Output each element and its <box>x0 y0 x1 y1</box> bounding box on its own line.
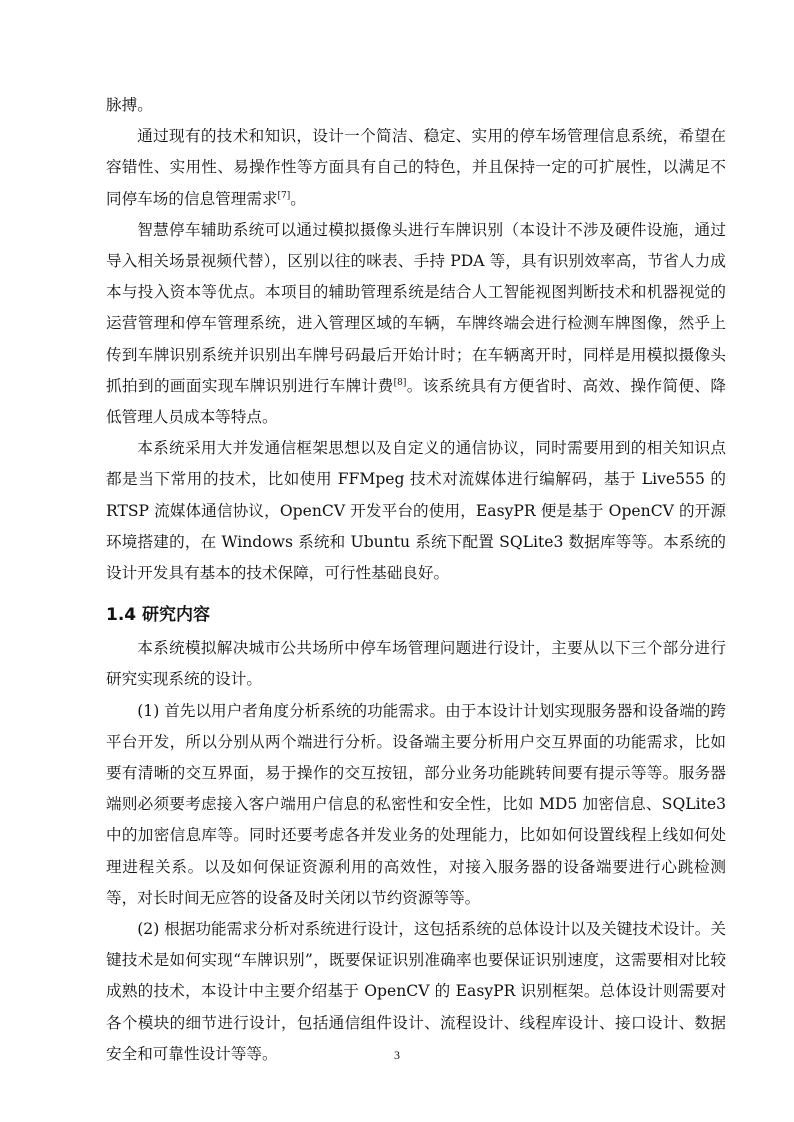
paragraph-text: 本系统模拟解决城市公共场所中停车场管理问题进行设计，主要从以下三个部分进行研究实现系统的设计。 <box>106 639 726 689</box>
paragraph-text: 通过现有的技术和知识，设计一个简洁、稳定、实用的停车场管理信息系统，希望在容错性、实用性、易操作性等方面具有自己的特色，并且保持一定的可扩展性，以满足不同停车场的信息管理需求 <box>106 127 726 208</box>
paragraph <box>106 914 726 1070</box>
paragraph-tail: 。 <box>290 189 306 208</box>
paragraph-text: 智慧停车辅助系统可以通过模拟摄像头进行车牌识别（本设计不涉及硬件设施，通过导入相关场景视频代替），区别以往的咪表、手持 PDA 等，具有识别效率高，节省人力成本与投入资本等优点。本项目的辅助管理系统是结合人工智能视图判断技术和机器视觉的运营管理和停车管理系统，进入管理区域的车辆，车牌终端会进行检测车牌图像，然乎上传到车牌识别系统并识别出车牌号码最后开始计时；在车辆离开时，同样是用模拟摄像头抓拍到的画面实现车牌识别进行车牌计费 <box>106 220 726 395</box>
paragraph-text: (1) 首先以用户者角度分析系统的功能需求。由于本设计计划实现服务器和设备端的跨平台开发，所以分别从两个端进行分析。设备端主要分析用户交互界面的功能需求，比如要有清晰的交互界面，易于操作的交互按钮，部分业务功能跳转间要有提示等等。服务器端则必须要考虑接入客户端用户信息的私密性和安全性，比如 MD5 加密信息、SQLite3 中的加密信息库等。同时还要考虑各并发业务的处理能力，比如如何设置线程上线如何处理进程关系。以及如何保证资源利用的高效性，对接入服务器的设备端要进行心跳检测等，对长时间无应答的设备及时关闭以节约资源等等。 <box>106 701 726 907</box>
paragraph-text: 本系统采用大并发通信框架思想以及自定义的通信协议，同时需要用到的相关知识点都是当下常用的技术，比如使用 FFMpeg 技术对流媒体进行编解码，基于 Live555 的 RTSP 流媒体通信协议，OpenCV 开发平台的使用，EasyPR 便是基于 OpenCV 的开源环境搭建的，在 Windows 系统和 Ubuntu 系统下配置 SQLite3 数据库等等。本系统的设计开发具有基本的技术保障，可行性基础良好。 <box>106 439 726 583</box>
paragraph <box>106 633 726 695</box>
paragraph-text: (2) 根据功能需求分析对系统进行设计，这包括系统的总体设计以及关键技术设计。关键技术是如何实现“车牌识别”，既要保证识别准确率也要保证识别速度，这需要相对比较成熟的技术，本设计中主要介绍基于 OpenCV 的 EasyPR 识别框架。总体设计则需要对各个模块的细节进行设计，包括通信组件设计、流程设计、线程库设计、接口设计、数据安全和可靠性设计等等。 <box>106 920 726 1063</box>
paragraph-tail: 。该系统具有方便省时、高效、操作简便、降低管理人员成本等特点。 <box>106 376 726 427</box>
paragraph-text: 脉搏。 <box>106 96 153 114</box>
citation-marker: [8] <box>393 377 407 388</box>
page-number: 3 <box>394 1048 400 1062</box>
paragraph <box>106 90 726 121</box>
paragraph <box>106 215 726 433</box>
section-heading: 1.4 研究内容 <box>106 605 211 626</box>
paragraph <box>106 433 726 589</box>
page-body <box>106 90 726 1070</box>
paragraph <box>106 696 726 914</box>
paragraph <box>106 121 726 215</box>
citation-marker: [7] <box>277 190 291 201</box>
